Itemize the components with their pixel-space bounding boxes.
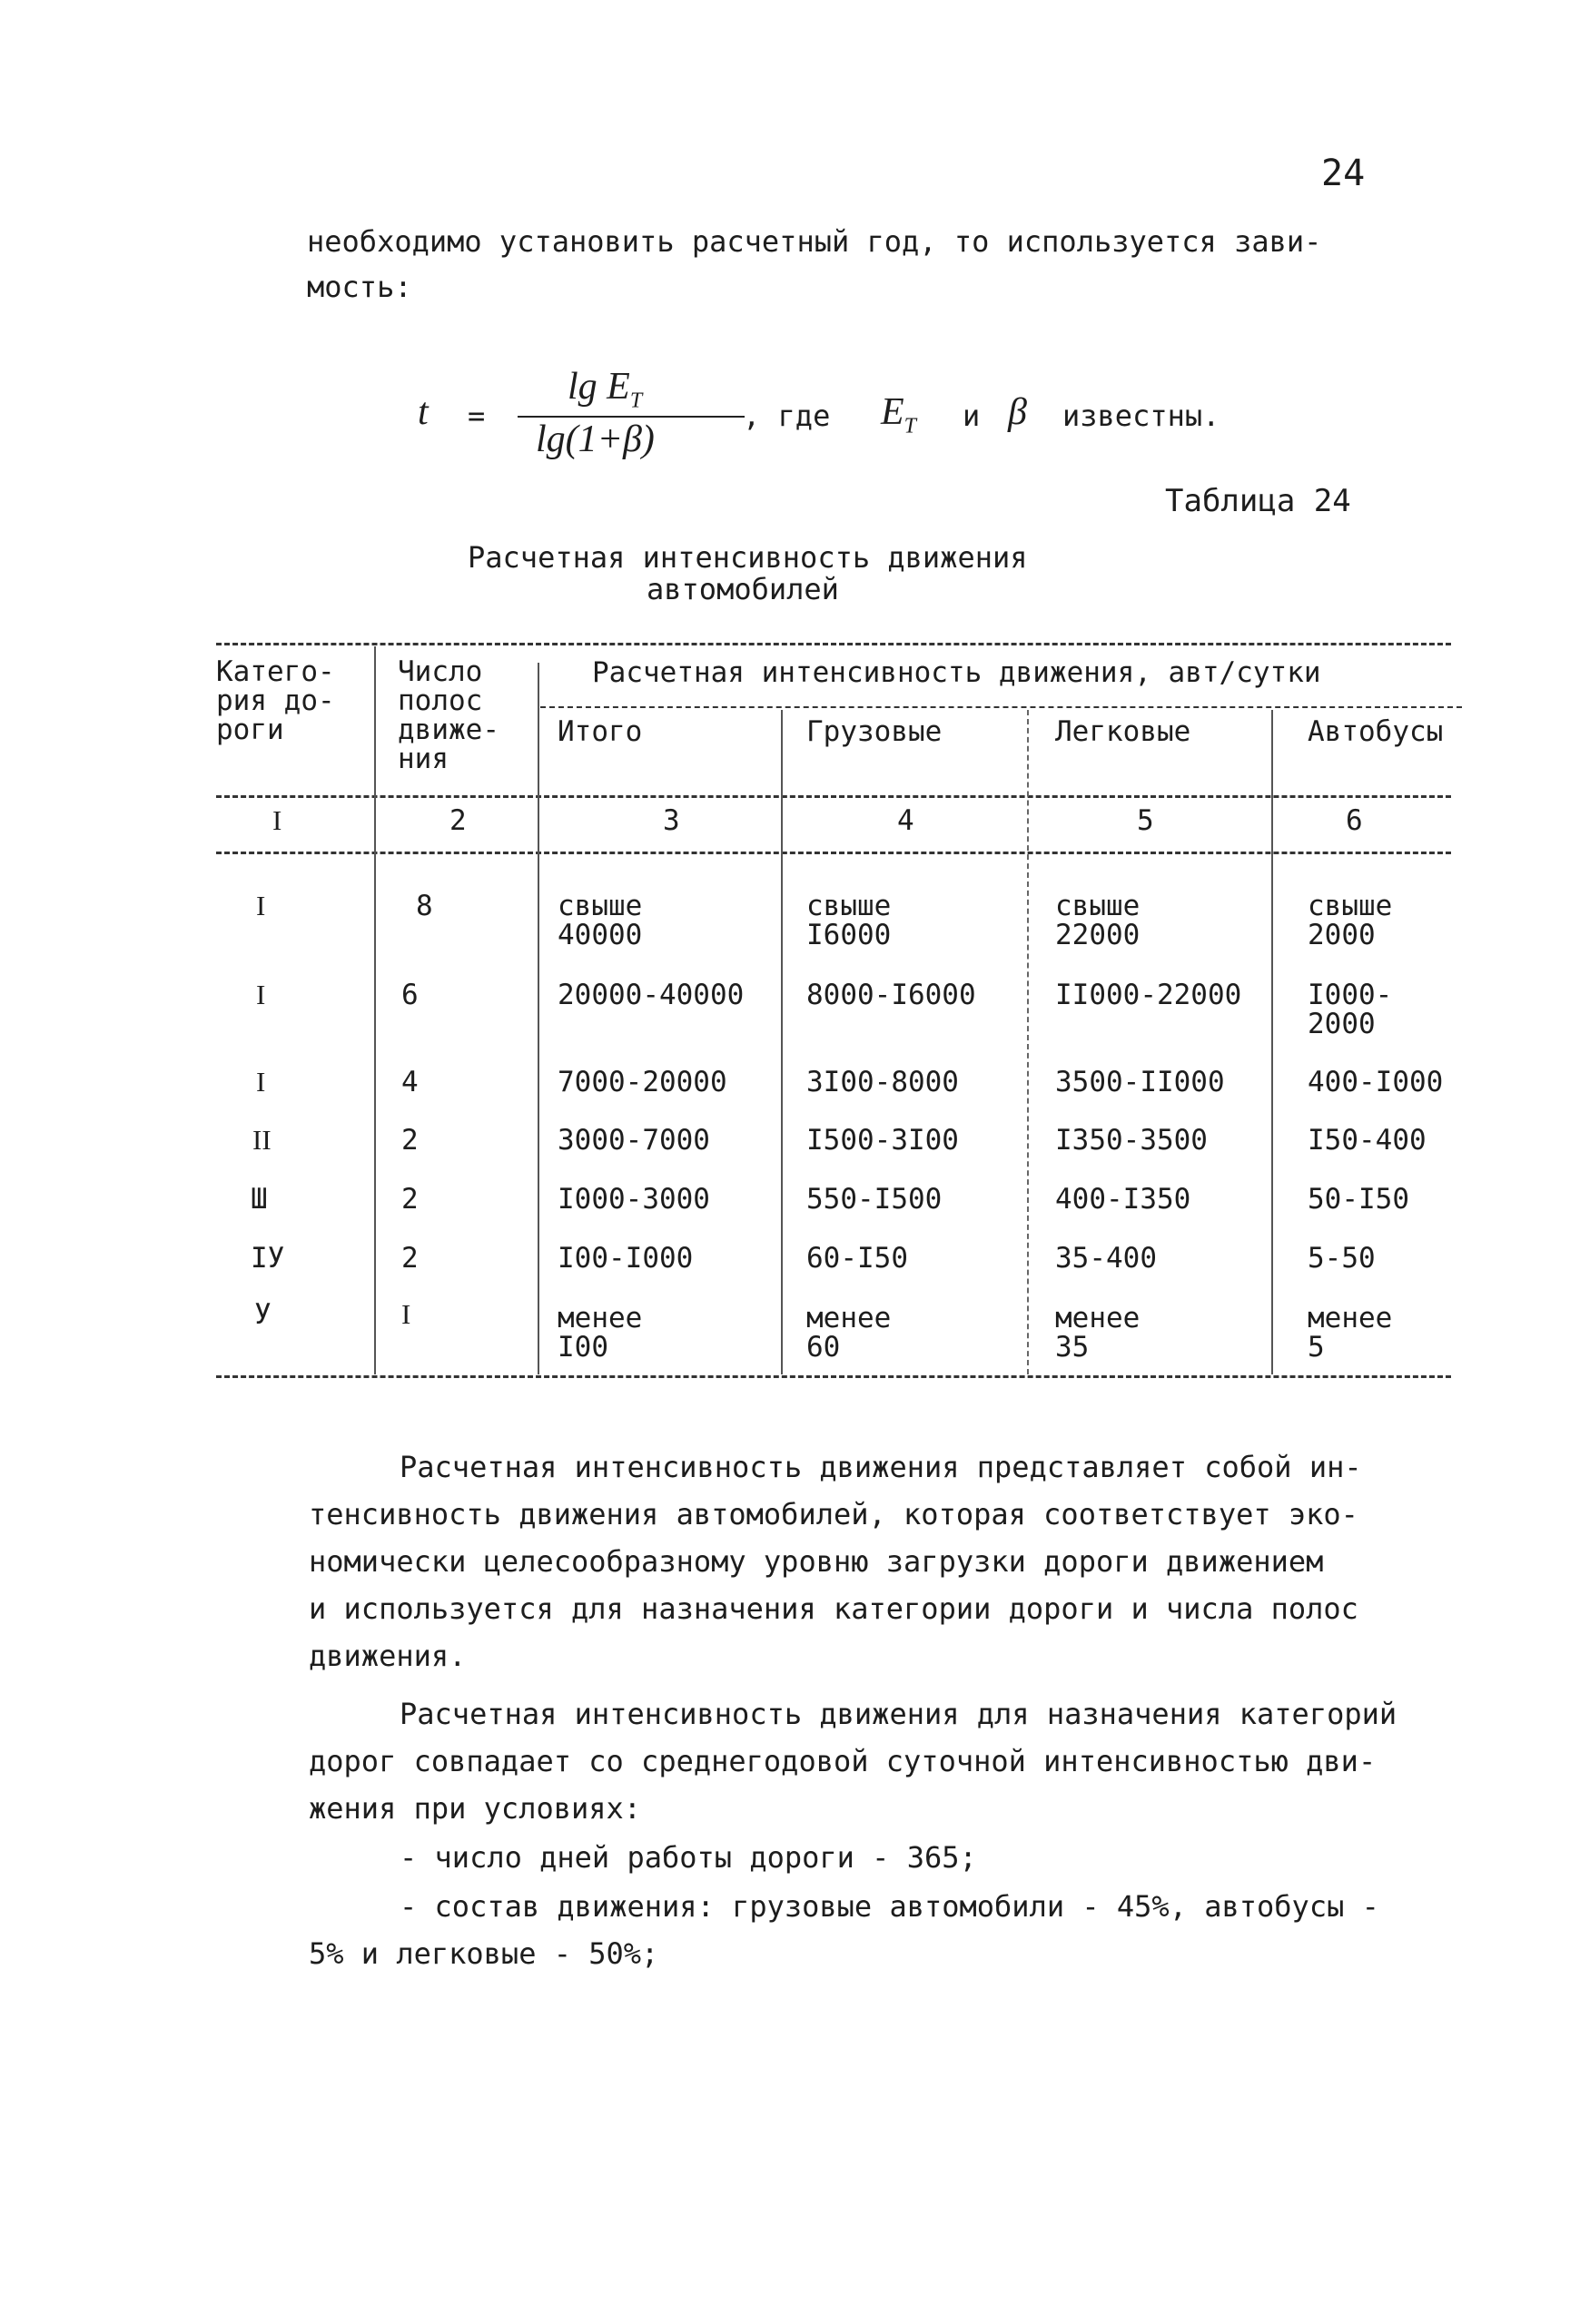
header-total: Итого: [558, 715, 643, 748]
table-vline-3: [781, 710, 783, 1374]
table-title-line-1: Расчетная интенсивность движения: [468, 540, 1028, 575]
cell-cars: 35-400: [1055, 1242, 1157, 1275]
cell-trucks: 3I00-8000: [806, 1066, 959, 1098]
header-lanes: Число полос движе- ния: [398, 655, 499, 775]
header-category: Катего- рия до- роги: [216, 655, 335, 746]
column-number: 6: [1346, 804, 1363, 837]
cell-total: 3000-7000: [558, 1124, 710, 1157]
formula-var-beta: β: [1008, 391, 1027, 433]
page-number: 24: [1321, 153, 1366, 194]
cell-category: I: [256, 890, 266, 921]
cell-category: I: [256, 979, 266, 1010]
formula-var-e: $E_T$: [881, 391, 917, 438]
column-number: 4: [897, 804, 914, 837]
table-rule-bottom: [216, 1375, 1451, 1378]
cell-category: II: [252, 1124, 272, 1156]
formula-numerator: $\lg E_T$: [568, 366, 643, 413]
cell-total: 20000-40000: [558, 979, 745, 1011]
paragraph-line: тенсивность движения автомобилей, которая соответствует эко-: [309, 1497, 1358, 1531]
cell-trucks: 550-I500: [806, 1183, 943, 1216]
cell-buses: 5-50: [1308, 1242, 1376, 1275]
cell-lanes: 2: [401, 1183, 419, 1216]
list-item: - число дней работы дороги - 365;: [400, 1840, 977, 1875]
table-vline-1: [374, 646, 376, 1374]
cell-category: У: [254, 1298, 272, 1331]
table-rule-header-bottom: [216, 795, 1451, 798]
formula-equals: =: [468, 399, 486, 433]
cell-total: I00-I000: [558, 1242, 694, 1275]
cell-lanes: 6: [401, 979, 419, 1011]
formula-denominator: lg(1+β): [536, 419, 655, 460]
table-vline-2: [538, 663, 539, 1374]
formula: [409, 363, 1244, 481]
cell-category: Ш: [251, 1183, 268, 1216]
cell-trucks: свыше I6000: [806, 890, 892, 951]
cell-buses: свыше 2000: [1308, 890, 1393, 951]
paragraph-line: Расчетная интенсивность движения представляет собой ин-: [400, 1450, 1362, 1484]
column-number: 5: [1137, 804, 1154, 837]
cell-total: свыше 40000: [558, 890, 643, 951]
table-rule-numbers-bottom: [216, 852, 1451, 854]
intro-line-2: мость:: [307, 270, 412, 304]
table-title-line-2: автомобилей: [647, 572, 839, 606]
cell-buses: I000- 2000: [1308, 979, 1393, 1040]
table-rule-subheader: [540, 706, 1462, 708]
column-number: 2: [449, 804, 467, 837]
cell-cars: свыше 22000: [1055, 890, 1141, 951]
cell-lanes: 4: [401, 1066, 419, 1098]
header-trucks: Грузовые: [806, 715, 943, 748]
column-number: I: [272, 804, 282, 836]
paragraph-line: движения.: [309, 1639, 467, 1673]
paragraph-line: Расчетная интенсивность движения для назначения категорий: [400, 1697, 1397, 1731]
paragraph-line: дорог совпадает со среднегодовой суточной интенсивностью дви-: [309, 1744, 1377, 1778]
cell-lanes: 2: [401, 1242, 419, 1275]
table-rule-top: [216, 643, 1451, 645]
cell-lanes: 2: [401, 1124, 419, 1157]
formula-where: , где: [743, 399, 831, 433]
cell-cars: менее 35: [1055, 1302, 1141, 1364]
cell-lanes: I: [401, 1298, 411, 1330]
cell-category: I: [256, 1066, 266, 1098]
cell-total: I000-3000: [558, 1183, 710, 1216]
cell-buses: 400-I000: [1308, 1066, 1444, 1098]
cell-trucks: 8000-I6000: [806, 979, 976, 1011]
cell-cars: 3500-II000: [1055, 1066, 1225, 1098]
table-vline-4: [1027, 710, 1029, 1374]
cell-total: менее I00: [558, 1302, 643, 1364]
cell-cars: I350-3500: [1055, 1124, 1208, 1157]
paragraph-line: жения при условиях:: [309, 1791, 642, 1826]
table-vline-5: [1271, 710, 1273, 1374]
cell-buses: 50-I50: [1308, 1183, 1409, 1216]
paragraph-line: номически целесообразному уровню загрузки дороги движением: [309, 1544, 1324, 1579]
table-label: Таблица 24: [1165, 483, 1351, 519]
cell-trucks: менее 60: [806, 1302, 892, 1364]
header-cars: Легковые: [1055, 715, 1191, 748]
cell-trucks: I500-3I00: [806, 1124, 959, 1157]
column-number: 3: [663, 804, 680, 837]
intro-line-1: необходимо установить расчетный год, то используется зави-: [307, 224, 1322, 259]
cell-total: 7000-20000: [558, 1066, 727, 1098]
cell-buses: I50-400: [1308, 1124, 1427, 1157]
cell-category: IУ: [251, 1242, 285, 1275]
paragraph-line: и используется для назначения категории дороги и числа полос: [309, 1591, 1358, 1626]
cell-cars: II000-22000: [1055, 979, 1242, 1011]
list-item-continuation: 5% и легковые - 50%;: [309, 1936, 659, 1971]
header-intensity-group: Расчетная интенсивность движения, авт/сутки: [592, 656, 1321, 689]
cell-lanes: 8: [416, 890, 433, 922]
formula-lhs: t: [418, 391, 429, 433]
formula-and: и: [963, 399, 981, 433]
cell-buses: менее 5: [1308, 1302, 1393, 1364]
formula-known: известны.: [1062, 399, 1220, 433]
cell-trucks: 60-I50: [806, 1242, 908, 1275]
cell-cars: 400-I350: [1055, 1183, 1191, 1216]
header-buses: Автобусы: [1308, 715, 1444, 748]
list-item: - состав движения: грузовые автомобили - 45%, автобусы -: [400, 1889, 1379, 1924]
